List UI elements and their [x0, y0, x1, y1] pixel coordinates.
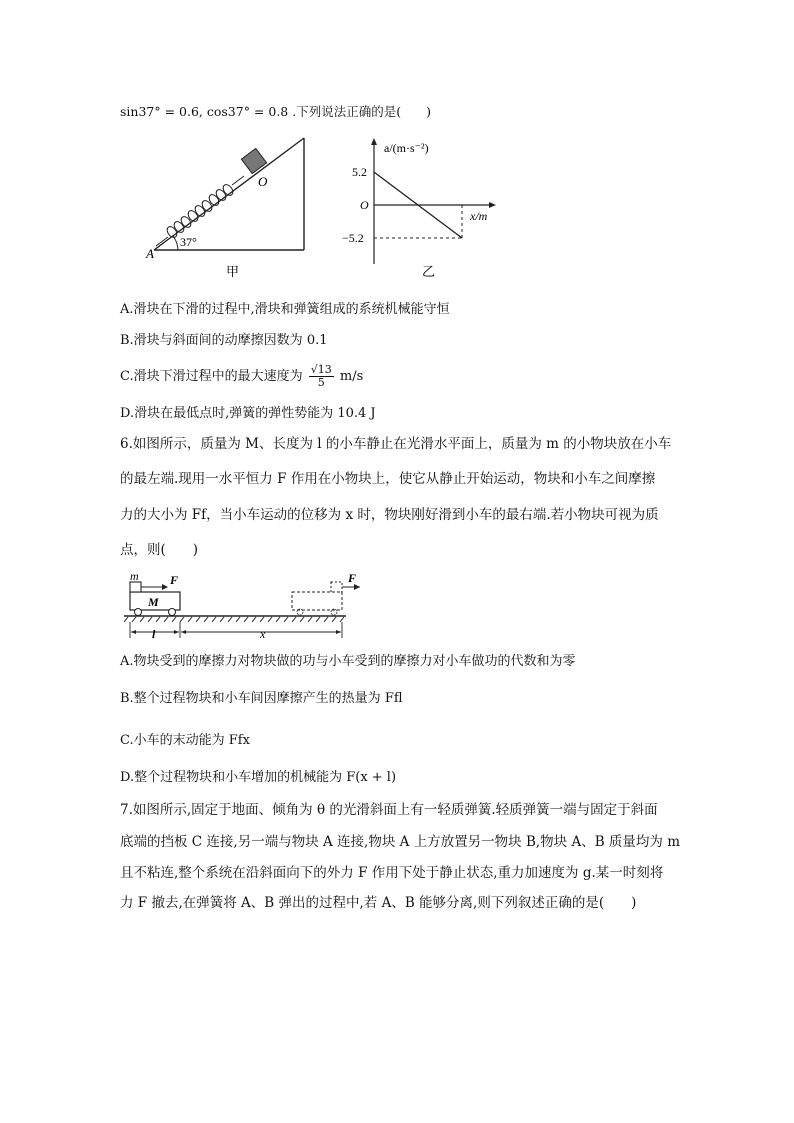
xlabel: x/m: [470, 209, 488, 223]
label-m: m: [130, 570, 139, 583]
q6-option-b: B.整个过程物块和小车间因摩擦产生的热量为 Ffl: [120, 691, 403, 706]
block-m-icon: [130, 582, 141, 592]
label-l: l: [152, 627, 156, 641]
label-angle: 37°: [180, 235, 197, 249]
label-F2: F: [348, 571, 357, 585]
q5-option-d: D.滑块在最低点时,弹簧的弹性势能为 10.4 J: [120, 406, 376, 421]
spring-icon: [156, 176, 244, 246]
q5-option-c-fraction: [309, 364, 334, 389]
q6-option-d: D.整个过程物块和小车增加的机械能为 F(x + l): [120, 770, 397, 785]
caption-yi: 乙: [422, 264, 436, 279]
q7-stem-line-3: 且不粘连,整个系统在沿斜面向下的外力 F 作用下处于静止状态,重力加速度为 g.某一时刻将: [120, 865, 664, 881]
tick-origin: O: [360, 198, 369, 212]
q7-stem-line-4: 力 F 撤去,在弹簧将 A、B 弹出的过程中,若 A、B 能够分离,则下列叙述正确的是( ): [120, 895, 637, 911]
q7-stem-line-1: 7.如图所示,固定于地面、倾角为 θ 的光滑斜面上有一轻质弹簧.轻质弹簧一端与固定于斜面: [120, 802, 658, 818]
fraction-numerator: √13: [310, 363, 332, 376]
q5-option-a: A.滑块在下滑的过程中,滑块和弹簧组成的系统机械能守恒: [120, 302, 450, 317]
figure-incline-jia: [120, 134, 310, 286]
q5-option-c-unit: m/s: [339, 369, 364, 384]
figure-cart: [120, 570, 360, 642]
label-x: x: [260, 627, 266, 641]
label-A: A: [146, 246, 154, 261]
q5-option-c: [120, 364, 363, 389]
q6-stem-line-4: 点，则( ): [120, 542, 199, 558]
label-F1: F: [170, 573, 179, 587]
q6-option-a: A.物块受到的摩擦力对物块做的功与小车受到的摩擦力对小车做功的代数和为零: [120, 654, 576, 669]
caption-jia: 甲: [226, 264, 240, 279]
q5-intro: sin37° = 0.6, cos37° = 0.8 .下列说法正确的是( ): [120, 104, 431, 119]
figure-graph-yi: [340, 134, 500, 286]
label-M: M: [148, 595, 159, 609]
label-O: O: [258, 174, 268, 189]
tick-bottom: −5.2: [342, 231, 364, 245]
tick-top: 5.2: [352, 165, 367, 179]
cart-final-icon: [292, 592, 342, 610]
fraction-denominator: 5: [317, 376, 325, 389]
q5-option-b: B.滑块与斜面间的动摩擦因数为 0.1: [120, 333, 328, 348]
q6-stem-line-1: 6.如图所示，质量为 M、长度为 l 的小车静止在光滑水平面上，质量为 m 的小物块放在小车: [120, 436, 672, 452]
q5-option-c-text: C.滑块下滑过程中的最大速度为: [120, 369, 303, 384]
ylabel: a/(m·s⁻²): [384, 141, 429, 155]
q6-stem-line-2: 的最左端.现用一水平恒力 F 作用在小物块上，使它从静止开始运动，物块和小车之间摩擦: [120, 471, 656, 487]
q6-stem-line-3: 力的大小为 Ff，当小车运动的位移为 x 时，物块刚好滑到小车的最右端.若小物块可视为质: [120, 507, 659, 523]
block-icon: [241, 148, 266, 173]
q6-option-c: C.小车的末动能为 Ffx: [120, 733, 250, 748]
q7-stem-line-2: 底端的挡板 C 连接,另一端与物块 A 连接,物块 A 上方放置另一物块 B,物块 A、B 质量均为 m: [120, 834, 681, 850]
